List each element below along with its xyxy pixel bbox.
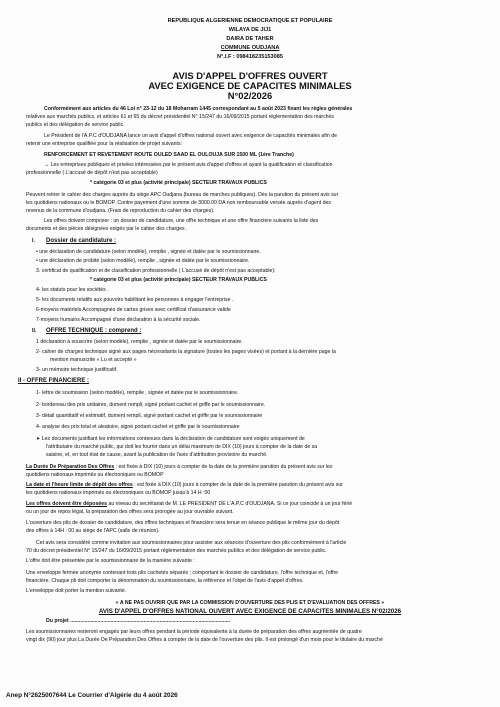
nif-heading: N°.I.F : 098418235153085: [217, 54, 283, 60]
title-line-1: AVIS D'APPEL D'OFFRES OUVERT: [172, 70, 328, 81]
candidature-item-4: 4- les statuts pour les sociétés .: [36, 287, 109, 293]
intro-line-2: relatives aux marchés publics, et articles 61 et 65 du décret présidentiel N° 15/247 du 16/09/2015 portant réglementation des marchés: [26, 114, 335, 120]
opening-line-2: des offres à 14H : 00 au siège de l'APC (salle de réunion).: [26, 528, 160, 534]
withdrawal-line-2: les quotidiens nationaux ou le BOMOP. Contre payement d'une somme de 3000.00 DA non remboursable versée auprès d'agent des: [26, 200, 331, 206]
technical-item-3: 3- un mémoire technique justificatif.: [36, 367, 118, 373]
section-3-heading: II - OFFRE FINANCIERE :: [18, 378, 89, 384]
duration-label: La Durée De Préparation Des Offres: [26, 464, 115, 470]
candidature-item-6: 6-moyens matériels Accompagnés de cartes grises avec certificat d'assurance valide: [36, 307, 231, 313]
candidature-item-2: • une déclaration de probité (selon modèle), remplie , signée et datée par le soumissionnaire.: [36, 258, 250, 264]
intro-line-5: retenir une entreprise qualifiée pour la réalisation de projet suivants:: [26, 141, 183, 147]
technical-item-1: 1 déclaration à souscrire (selon modèle), remplie , signée et datée par le soumissionnaire.: [36, 339, 243, 345]
deadline-line-1: [26, 482, 343, 488]
envelope-line-1: Une enveloppe fermée anonyme contenant trois plis cachetés séparés ; comportant le dossier de candidature, l'offre technique et, l'offre: [26, 570, 339, 576]
republic-heading: REPUBLIQUE ALGERIENNE DEMOCRATIQUE ET POPULAIRE: [167, 18, 333, 24]
daira-heading: DAIRA DE TAHER: [226, 36, 274, 42]
technical-item-2: 2- cahier de charges technique signé aux pages nécessitants la signature (toutes les pages visées) et portant à la dernière page la: [36, 349, 336, 355]
duration-line-1: [26, 464, 333, 470]
footer-anep: Anep N°2625007644 Le Courrier d'Algérie du 4 août 2026: [6, 692, 178, 699]
deposit-line-2: ou un jour de repos légal, la préparation des offres sera prorogée au jour ouvrable suivant.: [26, 509, 234, 515]
justification-note-2: l'attributaire du marché public, qui doit les fournir dans un délai maximum de DIX (10) jours à compter de la date de sa: [46, 444, 318, 450]
section-2-heading: OFFRE TECHNIQUE : comprend :: [46, 328, 142, 334]
candidature-item-5: 5- les documents relatifs aux pouvoirs habilitant les personnes à engager l'entreprise .: [36, 297, 234, 303]
deadline-line-2: les quotidiens nationaux imprimés ou électroniques ou BOMOP jusqu'à 14 H :00: [26, 490, 211, 496]
section-2-number: II.: [32, 328, 37, 334]
deposit-label: Les offres doivent être déposées: [26, 501, 108, 507]
withdrawal-line-1: Peuvent retirer le cahier des charges auprès du siège APC Oudjana (bureau de marches publiques). Dès la parution du présent avis sur: [26, 192, 339, 198]
financial-item-2: 2- bordereau des prix unitaires, dument rempli, signé portant cachet et griffe par le soumissionnaire.: [36, 402, 266, 408]
eligibility-line-2: professionnelle ( L'accusé de dépôt n'est pas acceptable): [26, 170, 158, 176]
section-1-heading: Dossier de candidature :: [46, 238, 117, 244]
intro-line-3: publics et des délégation de service public.: [26, 122, 125, 128]
presentation-line: L'offre doit être présentée par le soumissionnaire de la manière suivante :: [26, 558, 195, 564]
invitation-line-2: 70 du décret présidentiel N° 15/247 du 16/09/2015 portant réglementation des marchés publics et des délégation de service public.: [26, 548, 327, 554]
financial-item-3: 3- détail quantitatif et estimatif, dument rempli, signé portant cachet et griffe par le soumissionnaire: [36, 413, 263, 419]
withdrawal-line-3: revenus de la commune d'oudjana. (Frais de reproduction du cahier des charges).: [26, 208, 215, 214]
mention-intro: L'enveloppe doit porter la mention suivante.: [26, 588, 127, 594]
composition-line-1: Les offres doivent composer : un dossier de candidature, une offre technique et une offre financière suivants la liste des: [44, 218, 319, 224]
category-requirement: * catégorie 03 et plus (activité principale) SECTEUR TRAVAUX PUBLICS: [90, 180, 267, 186]
deadline-text: : est fixée à DIX (10) jours à compter de la date de la première parution du présent avis sur: [132, 482, 343, 488]
envelope-line-2: financière. Chaque pli doit comporter la dénomination du soumissionnaire, la référence et l'objet de l'avis d'appel d'offres.: [26, 578, 304, 584]
composition-line-2: documents et des pièces désignées exigés par le cahier des charges .: [26, 226, 188, 232]
invitation-line-1: Cet avis sera considéré comme invitation aux soumissionnaires pour assister aux séances d'ouverture des plis conformément à l'article: [36, 540, 347, 546]
financial-item-4: 4- analyse des prix total et aleatoire, signé portant cachet et griffe par le soumissionnaire: [36, 424, 240, 430]
intro-line-1: Conformément aux articles du 46 Loi n° 23-12 du 18 Moharram 1445 correspondant au 5 août 2023 fixant les règles générales: [44, 106, 353, 112]
mention-line-1: « A NE PAS OUVRIR QUE PAR LA COMMISSION D'OUVERTURE DES PLIS ET D'EVALUATION DES OFFRES »: [115, 600, 385, 606]
wilaya-heading: WILAYA DE JIJ1: [228, 27, 272, 33]
mention-line-2: AVIS D'APPEL D'OFFRES NATIONAL OUVERT AVEC EXIGENCE DE CAPACITES MINIMALES N°02/2026: [98, 608, 402, 615]
title-line-3: N°02/2026: [227, 90, 273, 101]
candidature-item-3-category: * catégorie 03 et plus (activité principale) SECTEUR TRAVAUX PUBLICS: [90, 277, 267, 283]
mention-line-3: Du projet ...............................................................................................................: [46, 618, 231, 624]
eligibility-line-1: → Les entreprises publiques et privées intéressées par le présent avis d'appel d'offres et ayant la qualification et classification: [44, 162, 333, 168]
technical-item-2-cont: mention manuscrite « Lu et accepté »: [50, 357, 137, 363]
validity-line-1: Les soumissionnaires resteront engagés par leurs offres pendant la période équivalente à la durée de préparation des offres augmentée de quatre: [26, 629, 362, 635]
deposit-line-1: [26, 501, 352, 507]
candidature-item-1: • une déclaration de candidature (selon modèle), remplie , signée et datée par le soumissionnaire.: [36, 249, 261, 255]
title-line-2: AVEC EXIGENCE DE CAPACITES MINIMALES: [148, 80, 352, 91]
deadline-label: La date et l'heure limite de dépôt des offres: [26, 482, 133, 488]
project-title: RENFORCEMENT ET REVETEMENT ROUTE OULED SAAD EL OULOUJA SUR 1500 ML (1ère Tranche): [44, 152, 294, 158]
commune-heading: COMMUNE OUDJANA: [220, 45, 280, 51]
justification-note-3: saisine, et, en tout état de cause, avant la publication de l'avis d'attribution provisoire du marché.: [46, 452, 268, 458]
candidature-item-3: 3. certificat de qualification et de classification professionnelle ( L'accusé de dépôt n'est pas acceptable):: [36, 268, 276, 274]
candidature-item-7: 7-moyens humains Accompagné d'une déclaration à la sécurité sociale.: [36, 317, 201, 323]
validity-line-2: vingt dix (90) jour plus La Durée De Préparation Des Offres à compter de la date de l'ouverture des plis. Il est prolongé d'un mois pour le titulaire du marché: [26, 637, 383, 643]
deposit-text: au niveau du secrétariat de M. LE PRESIDENT DE L'A.P.C d'OUDJANA. Si ce jour coincide à un jour férié: [107, 501, 353, 507]
opening-line-1: L'ouverture des plis de dossier de candidature, des offres techniques et financière sera tenue en séance publique le même jour du dépôt: [26, 520, 340, 526]
intro-line-4: Le Président de l'A.P.C d'OUDJANA lance un avis d'appel d'offres national ouvert avec exigence de capacités minimales afin de: [44, 133, 337, 139]
justification-note-1: ➤ Les documents justifiant les informations contenues dans la déclaration de candidature sont exigés uniquement de: [36, 436, 305, 442]
financial-item-1: 1- lettre de soumission (selon modèle), remplie , signée et datée par le soumissionnaire.: [36, 390, 239, 396]
section-1-number: I.: [32, 238, 35, 244]
duration-line-2: quotidiens nationaux imprimés ou électroniques ou BOMOP: [26, 472, 164, 478]
duration-text: : est fixée à DIX (10) jours à compter de la date de la première parution du présent avis sur les: [114, 464, 333, 470]
